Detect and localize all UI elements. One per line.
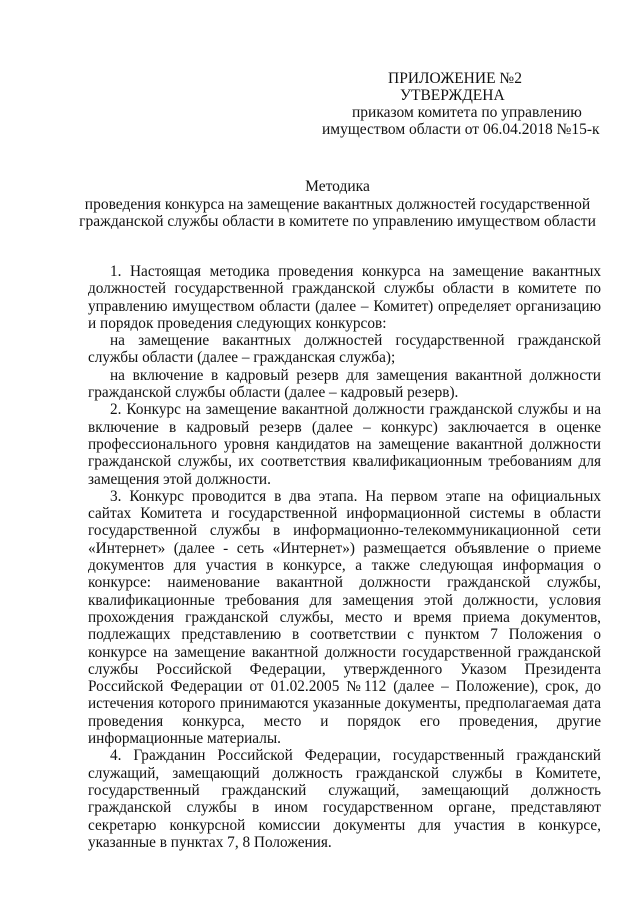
approval-order-line: приказом комитета по управлению — [352, 104, 582, 121]
paragraph: 4. Гражданин Российской Федерации, государственный гражданский служащий, замещающий должность гражданской службы в Комитете, государственный гражданский служащий, замещающий должность гражданской службы в ином государственном органе, представляют секретарю конкурсной комиссии документы для участия в конкурсе, указанные в пунктах 7, 8 Положения. — [88, 747, 601, 851]
paragraph: 3. Конкурс проводится в два этапа. На первом этапе на официальных сайтах Комитета и государственной информационной системы в области государственной службы в информационно-телекоммуникационной сети «Интернет» (далее - сеть «Интернет») размещается объявление о приеме документов для участия в конкурсе, а также следующая информация о конкурсе: наименование вакантной должности гражданской службы, квалификационные требования для замещения этой должности, условия прохождения гражданской службы, место и время приема документов, подлежащих представлению в соответствии с пунктом 7 Положения о конкурсе на замещение вакантной должности государственной гражданской службы Российской Федерации, утвержденного Указом Президента Российской Федерации от 01.02.2005 №112 (далее – Положение), срок, до истечения которого принимаются указанные документы, предполагаемая дата проведения конкурса, место и порядок его проведения, другие информационные материалы. — [88, 487, 601, 748]
paragraph: на включение в кадровый резерв для замещения вакантной должности гражданской службы области (далее – кадровый резерв). — [88, 366, 601, 402]
title-heading: Методика — [305, 178, 370, 195]
appendix-number: ПРИЛОЖЕНИЕ №2 — [388, 70, 522, 87]
approval-block — [300, 70, 620, 138]
approval-label: УТВЕРЖДЕНА — [400, 87, 505, 104]
paragraph: 2. Конкурс на замещение вакантной должности гражданской службы и на включение в кадровый резерв (далее – конкурс) заключается в оценке профессионального уровня кандидатов на замещение вакантной должности гражданской службы, их соответствия квалификационным требованиям для замещения этой должности. — [88, 401, 601, 488]
paragraph: на замещение вакантных должностей государственной гражданской службы области (далее – гражданская служба); — [88, 332, 601, 367]
document-title — [60, 178, 615, 231]
paragraph: 1. Настоящая методика проведения конкурса на замещение вакантных должностей государственной гражданской службы области в комитете по управлению имуществом области (далее – Комитет) определяет организацию и порядок проведения следующих конкурсов: — [88, 263, 601, 332]
title-subtitle: проведения конкурса на замещение вакантных должностей государственной гражданской службы области в комитете по управлению имуществом области — [79, 195, 596, 230]
approval-order-date: имуществом области от 06.04.2018 №15-к — [322, 121, 600, 138]
document-body — [88, 263, 601, 851]
